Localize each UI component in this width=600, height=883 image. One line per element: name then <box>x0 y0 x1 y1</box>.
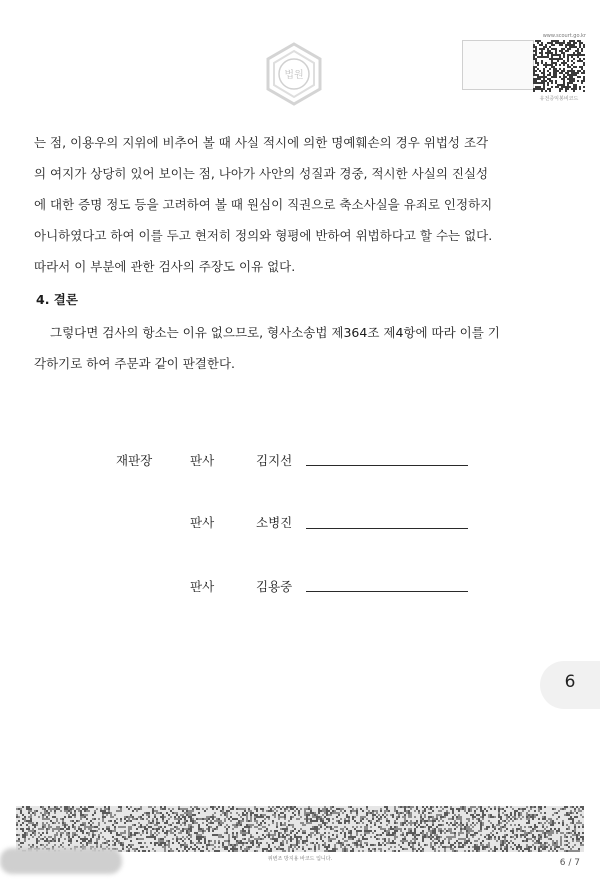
page-number-tab <box>540 661 600 709</box>
presiding-judge-label: 재판장 <box>116 453 153 468</box>
signature-line <box>306 465 468 466</box>
paragraph-line: 의 여지가 상당히 있어 보이는 점, 나아가 사안의 성질과 경중, 적시한 사실의 진실성 <box>34 166 489 181</box>
seal-label: 법원 <box>284 70 304 81</box>
conclusion-line: 그렇다면 검사의 항소는 이유 없으므로, 형사소송법 제364조 제4항에 따라 이를 기 <box>50 325 500 340</box>
judge-title: 판사 <box>190 515 215 530</box>
court-seal-icon <box>262 42 326 106</box>
qr-code-icon <box>533 40 585 92</box>
judge-title: 판사 <box>190 579 215 594</box>
judge-name: 김용중 <box>256 579 293 594</box>
signature-line <box>306 528 468 529</box>
paragraph-line: 아니하였다고 하여 이를 두고 현저히 정의와 형평에 반하여 위법하다고 할 수는 없다. <box>34 228 493 243</box>
signature-line <box>306 591 468 592</box>
qr-code-label: 유전증익봉비코드 <box>539 96 579 102</box>
paragraph-line: 는 점, 이용우의 지위에 비추어 볼 때 사실 적시에 의한 명예훼손의 경우 위법성 조각 <box>34 135 489 150</box>
conclusion-line: 각하기로 하여 주문과 같이 판결한다. <box>34 356 235 371</box>
redaction-mark <box>0 848 122 874</box>
footer-note: 위변조 방지용 바코드 입니다. <box>267 856 333 862</box>
barcode-placeholder <box>462 40 534 90</box>
judge-name: 소병진 <box>256 515 293 530</box>
judge-name: 김지선 <box>256 453 293 468</box>
judgment-paragraph <box>34 127 564 282</box>
page-number-tab-label: 6 <box>564 672 576 692</box>
anti-forgery-barcode <box>16 806 584 852</box>
footer-page-number: 6 / 7 <box>559 858 580 868</box>
section-heading-conclusion: 4. 결론 <box>36 292 78 307</box>
paragraph-line: 에 대한 증명 정도 등을 고려하여 볼 때 원심이 직권으로 축소사실을 유죄로 인정하지 <box>34 197 493 212</box>
judge-title: 판사 <box>190 453 215 468</box>
court-url: www.scourt.go.kr <box>542 33 586 39</box>
conclusion-paragraph <box>34 317 564 379</box>
paragraph-line: 따라서 이 부분에 관한 검사의 주장도 이유 없다. <box>34 259 296 274</box>
